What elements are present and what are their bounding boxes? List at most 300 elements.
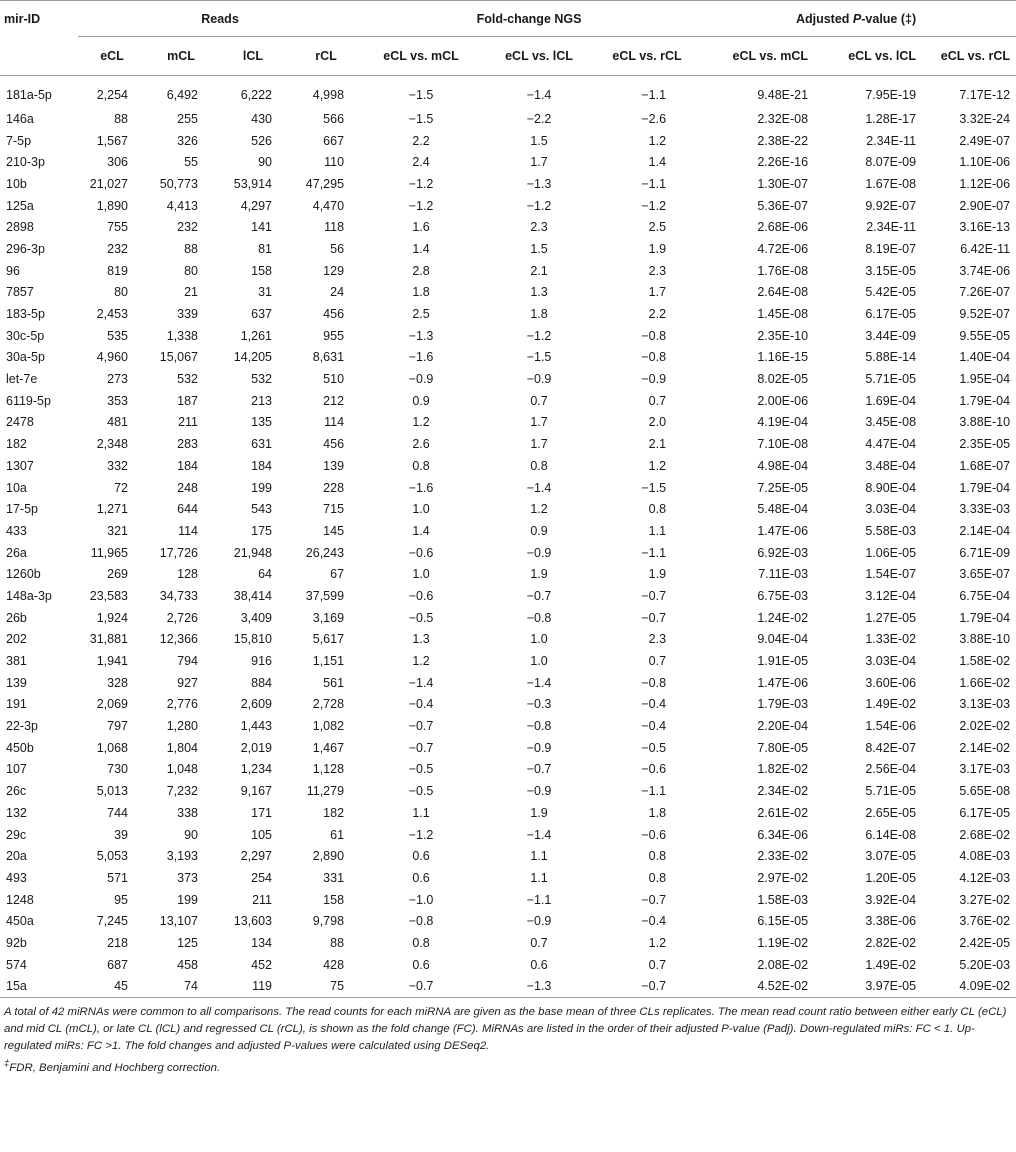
fold-change-cell: 0.8	[648, 870, 667, 885]
padj-cell: 2.26E-16	[757, 155, 809, 170]
padj-cell: 2.14E-04	[959, 523, 1011, 538]
padj-cell: 3.07E-05	[865, 849, 917, 864]
padj-cell: 7.10E-08	[757, 437, 809, 452]
padj-cell: 3.88E-10	[959, 415, 1011, 430]
padj-cell: 6.17E-05	[865, 307, 917, 322]
reads-cell: 171	[251, 805, 272, 820]
padj-cell: 7.17E-12	[959, 88, 1011, 102]
table-row	[0, 932, 1016, 954]
table-row	[0, 455, 1016, 477]
padj-cell: 1.19E-02	[757, 935, 809, 950]
fold-change-cell: −1.1	[641, 784, 667, 799]
padj-cell: 4.08E-03	[959, 849, 1011, 864]
table-row	[0, 976, 1016, 998]
reads-cell: 53,914	[233, 176, 272, 191]
fold-change-cell: 0.7	[530, 935, 548, 950]
reads-cell: 34,733	[159, 588, 198, 603]
padj-cell: 1.79E-04	[959, 610, 1011, 625]
reads-cell: 6,492	[166, 88, 198, 102]
padj-cell: 1.40E-04	[959, 350, 1011, 365]
padj-cell: 1.79E-03	[757, 697, 809, 712]
fold-change-cell: 2.5	[648, 220, 667, 235]
fold-change-cell: −0.5	[408, 610, 434, 625]
fold-change-cell: 0.8	[530, 458, 548, 473]
reads-cell: 456	[323, 307, 345, 322]
reads-cell: 5,053	[96, 849, 128, 864]
padj-cell: 2.90E-07	[959, 198, 1011, 213]
reads-cell: 794	[177, 654, 198, 669]
fold-change-cell: −0.7	[641, 610, 667, 625]
mir-id-cell: 381	[6, 654, 27, 669]
mir-id-cell: 30a-5p	[6, 350, 45, 365]
reads-cell: 5,617	[312, 632, 345, 647]
padj-cell: 3.76E-02	[959, 914, 1011, 929]
fold-change-cell: 1.8	[412, 285, 430, 300]
reads-cell: 456	[323, 437, 345, 452]
fold-change-cell: −0.7	[641, 892, 667, 907]
fold-change-cell: −0.7	[362, 976, 480, 998]
padj-cell: 1.10E-06	[959, 155, 1011, 170]
table-row	[0, 390, 1016, 412]
fold-col-1: eCL vs. mCL	[362, 37, 480, 76]
padj-cell: 4.98E-04	[757, 458, 809, 473]
padj-col-3: eCL vs. rCL	[922, 37, 1016, 76]
reads-cell: 4,297	[240, 198, 272, 213]
fold-change-cell: 2.6	[412, 437, 430, 452]
reads-cell: 283	[177, 437, 198, 452]
table-row	[0, 715, 1016, 737]
padj-cell: 2.34E-11	[866, 220, 917, 235]
table-row	[0, 216, 1016, 238]
fold-change-cell: −1.0	[408, 892, 434, 907]
mir-id-cell: 6119-5p	[6, 393, 51, 408]
reads-cell: 74	[146, 976, 216, 998]
fold-change-cell: −0.7	[408, 719, 434, 734]
padj-cell: 1.47E-06	[757, 523, 809, 538]
reads-cell: 1,890	[96, 198, 128, 213]
padj-cell: 1.49E-02	[865, 697, 917, 712]
fold-change-cell: −0.8	[526, 610, 552, 625]
padj-cell: 2.64E-08	[757, 285, 809, 300]
reads-cell: 730	[107, 762, 128, 777]
fold-change-cell: −1.5	[526, 350, 552, 365]
table-row	[0, 412, 1016, 434]
fold-change-cell: 1.2	[648, 458, 667, 473]
mir-id-cell: 2478	[6, 415, 34, 430]
fold-change-cell: 1.3	[412, 632, 430, 647]
fold-change-cell: 1.5	[530, 241, 548, 256]
fold-change-cell: 1.0	[412, 567, 430, 582]
padj-cell: 4.47E-04	[865, 437, 917, 452]
padj-cell: 5.65E-08	[959, 784, 1011, 799]
fold-change-cell: 0.6	[412, 870, 430, 885]
fold-change-cell: −1.2	[408, 198, 434, 213]
reads-col-ecl: eCL	[78, 37, 146, 76]
table-row	[0, 542, 1016, 564]
reads-cell: 8,631	[312, 350, 345, 365]
padj-cell: 1.16E-15	[757, 350, 809, 365]
padj-cell: 3.60E-06	[865, 675, 917, 690]
padj-cell: 2.56E-04	[865, 762, 917, 777]
reads-cell: 1,048	[166, 762, 198, 777]
fold-change-cell: −0.8	[641, 328, 667, 343]
reads-cell: 213	[251, 393, 272, 408]
reads-cell: 158	[251, 263, 272, 278]
mir-id-cell: 26b	[6, 610, 27, 625]
fold-change-cell: −1.2	[526, 328, 552, 343]
mir-id-cell: 181a-5p	[6, 88, 52, 102]
mir-id-cell: 96	[6, 263, 20, 278]
reads-cell: 61	[330, 827, 345, 842]
padj-cell: 7.11E-03	[758, 567, 809, 582]
reads-cell: 2,726	[166, 610, 198, 625]
padj-cell: 2.42E-05	[959, 935, 1011, 950]
table-row	[0, 260, 1016, 282]
reads-cell: 232	[177, 220, 198, 235]
fold-change-cell: −1.5	[408, 88, 434, 102]
padj-cell: 1.91E-05	[757, 654, 809, 669]
fold-change-cell: −0.5	[408, 784, 434, 799]
padj-cell: 1.76E-08	[757, 263, 809, 278]
reads-cell: 532	[177, 372, 198, 387]
reads-cell: 228	[323, 480, 345, 495]
reads-cell: 45	[78, 976, 146, 998]
reads-cell: 1,128	[312, 762, 345, 777]
mir-id-cell: 210-3p	[6, 155, 45, 170]
padj-cell: 1.12E-06	[959, 176, 1011, 191]
reads-cell: 2,776	[166, 697, 198, 712]
padj-cell: 1.69E-04	[865, 393, 917, 408]
fold-change-cell: 2.5	[412, 307, 430, 322]
reads-cell: 24	[330, 285, 345, 300]
fold-change-cell: 1.4	[412, 241, 430, 256]
fold-change-cell: 1.8	[648, 805, 667, 820]
reads-cell: 110	[324, 155, 345, 170]
fold-change-cell: −1.1	[526, 892, 552, 907]
reads-cell: 55	[184, 155, 198, 170]
table-row	[0, 694, 1016, 716]
reads-cell: 510	[323, 372, 345, 387]
fold-change-cell: −1.1	[641, 545, 667, 560]
padj-cell: 1.06E-05	[865, 545, 917, 560]
padj-cell: 4.12E-03	[959, 870, 1011, 885]
fold-change-cell: −1.6	[408, 480, 434, 495]
table-row	[0, 368, 1016, 390]
table-row	[0, 433, 1016, 455]
fold-change-cell: 0.8	[648, 502, 667, 517]
fold-change-cell: 2.2	[412, 133, 430, 148]
fold-change-cell: 1.5	[530, 133, 548, 148]
padj-cell: 3.44E-09	[865, 328, 917, 343]
padj-cell: 8.90E-04	[865, 480, 917, 495]
fold-change-cell: −1.2	[641, 198, 667, 213]
padj-cell: 5.36E-07	[757, 198, 809, 213]
padj-cell: 1.79E-04	[959, 480, 1011, 495]
reads-cell: 687	[107, 957, 128, 972]
padj-cell: 6.75E-04	[959, 588, 1011, 603]
padj-cell: 2.68E-02	[959, 827, 1011, 842]
fold-change-cell: −0.8	[641, 350, 667, 365]
padj-cell: 8.07E-09	[865, 155, 917, 170]
fold-change-cell: 2.3	[648, 263, 667, 278]
padj-cell: 1.30E-07	[757, 176, 809, 191]
fold-change-cell: −0.9	[641, 372, 667, 387]
padj-cell: 7.25E-05	[757, 480, 809, 495]
padj-cell: 2.38E-22	[757, 133, 809, 148]
reads-cell: 819	[107, 263, 128, 278]
reads-cell: 175	[251, 523, 272, 538]
table-row	[0, 910, 1016, 932]
padj-cell: 2.33E-02	[757, 849, 809, 864]
reads-cell: 4,960	[96, 350, 128, 365]
fold-change-cell: 2.0	[648, 415, 667, 430]
fold-change-cell: −0.8	[641, 675, 667, 690]
padj-cell: 6.15E-05	[757, 914, 809, 929]
reads-group-label: Reads	[201, 11, 239, 26]
reads-cell: 2,453	[96, 307, 128, 322]
mir-id-cell: 450b	[6, 740, 34, 755]
reads-cell: 248	[177, 480, 198, 495]
reads-cell: 105	[251, 827, 272, 842]
table-row	[0, 867, 1016, 889]
table-row	[0, 303, 1016, 325]
fold-change-cell: 1.1	[648, 523, 667, 538]
fold-change-cell: 1.0	[530, 654, 548, 669]
fold-change-cell: −1.2	[408, 176, 434, 191]
fold-change-cell: 1.9	[648, 241, 667, 256]
padj-cell: 1.67E-08	[865, 176, 917, 191]
reads-cell: 1,467	[312, 740, 345, 755]
fold-change-cell: −0.6	[641, 827, 667, 842]
padj-cell: 3.74E-06	[959, 263, 1011, 278]
padj-cell: 7.80E-05	[757, 740, 809, 755]
padj-cell: 3.17E-03	[959, 762, 1011, 777]
reads-cell: 2,297	[240, 849, 272, 864]
fold-change-cell: 2.4	[412, 155, 430, 170]
reads-cell: 37,599	[305, 588, 345, 603]
reads-cell: 23,583	[89, 588, 128, 603]
table-row	[0, 108, 1016, 130]
reads-cell: 21	[184, 285, 198, 300]
fold-change-cell: −1.2	[408, 827, 434, 842]
reads-cell: 9,798	[312, 914, 345, 929]
reads-cell: 332	[107, 458, 128, 473]
reads-cell: 1,941	[96, 654, 128, 669]
fold-change-cell: −1.3	[526, 176, 552, 191]
table-row	[0, 173, 1016, 195]
fold-change-cell: −1.5	[408, 111, 434, 126]
footnote-fdr: ‡FDR, Benjamini and Hochberg correction.	[4, 1058, 221, 1074]
mir-id-cell: 574	[6, 957, 27, 972]
reads-cell: 7,232	[166, 784, 198, 799]
reads-cell: 135	[251, 415, 272, 430]
padj-cell: 2.35E-05	[959, 437, 1011, 452]
reads-col-lcl: lCL	[216, 37, 290, 76]
reads-cell: 3,409	[240, 610, 272, 625]
reads-cell: 182	[323, 805, 345, 820]
reads-cell: 13,603	[233, 914, 272, 929]
reads-cell: 199	[177, 892, 198, 907]
reads-cell: 114	[178, 523, 198, 538]
reads-cell: 353	[107, 393, 128, 408]
reads-cell: 184	[177, 458, 198, 473]
padj-cell: 2.68E-06	[757, 220, 809, 235]
fold-change-cell: −1.4	[408, 675, 434, 690]
padj-cell: 5.20E-03	[959, 957, 1011, 972]
fold-change-cell: −0.9	[526, 914, 552, 929]
table-row	[0, 347, 1016, 369]
padj-cell: 6.71E-09	[959, 545, 1011, 560]
reads-cell: 95	[114, 892, 128, 907]
reads-cell: 430	[251, 111, 272, 126]
fold-change-cell: 0.8	[412, 935, 430, 950]
fold-change-cell: −0.9	[526, 372, 552, 387]
padj-cell: 4.52E-02	[696, 976, 814, 998]
reads-cell: 5,013	[96, 784, 128, 799]
reads-cell: 526	[251, 133, 272, 148]
reads-cell: 47,295	[305, 176, 345, 191]
reads-cell: 11,279	[306, 784, 345, 799]
padj-cell: 1.20E-05	[865, 870, 917, 885]
table-row	[0, 585, 1016, 607]
fold-change-cell: 0.7	[530, 393, 548, 408]
fold-change-cell: −1.6	[408, 350, 434, 365]
padj-cell: 1.24E-02	[757, 610, 809, 625]
fold-change-cell: 0.6	[530, 957, 548, 972]
table-row	[0, 282, 1016, 304]
reads-cell: 90	[258, 155, 272, 170]
table-row	[0, 737, 1016, 759]
padj-cell: 4.72E-06	[757, 241, 809, 256]
mir-id-cell: 2898	[6, 220, 34, 235]
reads-cell: 211	[252, 892, 272, 907]
reads-cell: 566	[323, 111, 345, 126]
padj-cell: 1.82E-02	[757, 762, 809, 777]
padj-cell: 3.15E-05	[865, 263, 917, 278]
reads-cell: 373	[177, 870, 198, 885]
reads-cell: 744	[107, 805, 128, 820]
reads-cell: 39	[114, 827, 128, 842]
table-row	[0, 325, 1016, 347]
mir-id-cell: 26c	[6, 784, 27, 799]
padj-cell: 1.68E-07	[959, 458, 1011, 473]
reads-cell: 125	[177, 935, 198, 950]
fold-change-cell: −1.4	[526, 88, 552, 102]
padj-cell: 2.34E-02	[757, 784, 809, 799]
padj-cell: 8.19E-07	[865, 241, 917, 256]
fold-change-cell: −0.4	[641, 697, 667, 712]
padj-cell: 5.88E-14	[865, 350, 917, 365]
reads-cell: 4,998	[312, 88, 345, 102]
reads-cell: 7,245	[96, 914, 128, 929]
reads-cell: 1,924	[96, 610, 128, 625]
padj-cell: 3.48E-04	[865, 458, 917, 473]
padj-cell: 5.71E-05	[865, 784, 917, 799]
reads-cell: 56	[330, 241, 345, 256]
mir-id-cell: 139	[6, 675, 27, 690]
fold-change-cell: 1.2	[412, 415, 430, 430]
reads-cell: 158	[323, 892, 345, 907]
reads-cell: 339	[177, 307, 198, 322]
fold-change-cell: 1.3	[530, 285, 548, 300]
reads-cell: 2,728	[312, 697, 345, 712]
reads-cell: 2,069	[96, 697, 128, 712]
fold-change-cell: 1.6	[412, 220, 430, 235]
reads-cell: 75	[290, 976, 362, 998]
reads-cell: 6,222	[240, 88, 272, 102]
padj-cell: 2.82E-02	[865, 935, 917, 950]
fold-change-cell: −0.7	[526, 762, 552, 777]
reads-cell: 119	[216, 976, 290, 998]
padj-cell: 3.38E-06	[865, 914, 917, 929]
reads-cell: 452	[251, 957, 272, 972]
fold-change-cell: −2.2	[526, 111, 552, 126]
fold-change-cell: −0.3	[526, 697, 552, 712]
reads-cell: 31,881	[89, 632, 128, 647]
padj-cell: 2.00E-06	[757, 393, 809, 408]
fold-change-cell: −0.6	[641, 762, 667, 777]
fold-change-cell: −1.4	[526, 480, 552, 495]
reads-cell: 797	[107, 719, 128, 734]
reads-cell: 2,348	[96, 437, 128, 452]
padj-cell: 6.92E-03	[757, 545, 809, 560]
mir-id-cell: 7857	[6, 285, 34, 300]
fold-change-cell: −1.2	[526, 198, 552, 213]
padj-cell: 3.88E-10	[959, 632, 1011, 647]
reads-cell: 14,205	[233, 350, 272, 365]
reads-cell: 15,067	[159, 350, 198, 365]
reads-cell: 637	[251, 307, 272, 322]
reads-cell: 1,068	[96, 740, 128, 755]
reads-cell: 145	[323, 523, 345, 538]
reads-cell: 2,019	[240, 740, 272, 755]
reads-cell: 535	[107, 328, 128, 343]
reads-cell: 15,810	[233, 632, 272, 647]
reads-cell: 1,151	[312, 654, 345, 669]
reads-cell: 1,280	[166, 719, 198, 734]
fold-change-cell: 1.4	[412, 523, 430, 538]
mir-id-cell: 183-5p	[6, 307, 45, 322]
padj-cell: 1.54E-07	[865, 567, 917, 582]
fold-change-cell: 1.9	[530, 805, 548, 820]
padj-cell: 2.14E-02	[959, 740, 1011, 755]
mir-id-cell: 10b	[6, 176, 27, 191]
padj-cell: 9.55E-05	[959, 328, 1011, 343]
fold-change-cell: −1.3	[408, 328, 434, 343]
table-body	[0, 76, 1016, 998]
fold-change-group-label: Fold-change NGS	[476, 11, 582, 26]
reads-cell: 561	[323, 675, 345, 690]
reads-cell: 306	[107, 155, 128, 170]
reads-cell: 114	[324, 415, 345, 430]
reads-cell: 1,234	[240, 762, 272, 777]
fold-change-cell: 1.1	[530, 849, 548, 864]
table-row	[0, 650, 1016, 672]
reads-cell: 328	[107, 675, 128, 690]
padj-cell: 2.49E-07	[959, 133, 1011, 148]
fold-change-cell: 1.9	[648, 567, 667, 582]
fold-change-cell: 0.7	[648, 654, 667, 669]
fold-change-cell: 1.0	[412, 502, 430, 517]
fold-change-cell: −0.8	[526, 719, 552, 734]
table-header	[0, 1, 1016, 76]
reads-cell: 326	[177, 133, 198, 148]
mir-id-cell: 92b	[6, 935, 27, 950]
padj-cell: 3.45E-08	[865, 415, 917, 430]
fold-change-cell: −0.7	[408, 740, 434, 755]
mir-id-cell: 493	[6, 870, 27, 885]
fold-change-cell: 1.7	[530, 155, 548, 170]
